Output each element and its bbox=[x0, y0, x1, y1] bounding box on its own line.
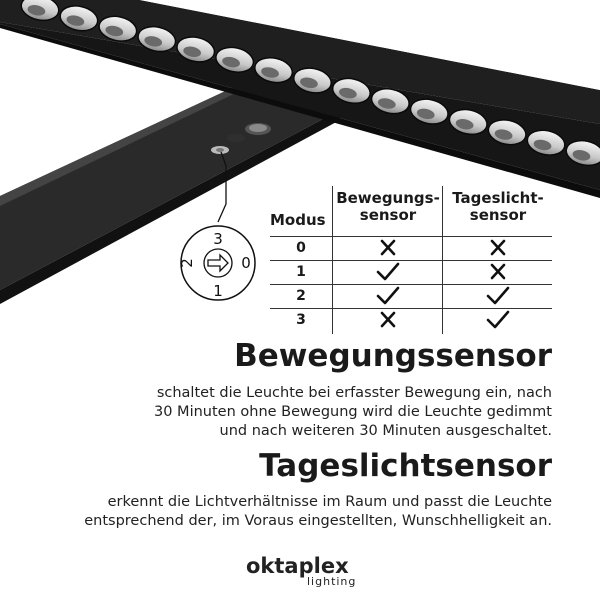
dial-number-2: 2 bbox=[178, 258, 196, 268]
brand-subline: lighting bbox=[307, 575, 357, 588]
brand-logo bbox=[246, 554, 366, 588]
daylight-mark bbox=[444, 260, 552, 284]
daylight-mark bbox=[444, 284, 552, 308]
motion-sensor-description-3: und nach weiteren 30 Minuten ausgeschaltet. bbox=[219, 423, 552, 439]
mode-number: 0 bbox=[296, 240, 306, 256]
mode-number: 1 bbox=[296, 264, 306, 280]
header-daylight-sensor: Tageslicht- sensor bbox=[452, 189, 544, 224]
cross-icon bbox=[382, 241, 394, 254]
daylight-sensor-description-1: erkennt die Lichtverhältnisse im Raum und passt die Leuchte bbox=[107, 494, 552, 510]
mode-number: 3 bbox=[296, 312, 306, 328]
table-row bbox=[270, 236, 552, 260]
header-mode: Modus bbox=[270, 211, 326, 229]
motion-mark bbox=[334, 260, 442, 284]
daylight-mark bbox=[444, 308, 552, 332]
motion-mark bbox=[334, 236, 442, 260]
daylight-sensor-title: Tageslichtsensor bbox=[259, 448, 552, 484]
check-icon bbox=[488, 312, 508, 327]
motion-mark bbox=[334, 284, 442, 308]
dial-number-0: 0 bbox=[241, 254, 251, 272]
check-icon bbox=[378, 288, 398, 303]
mode-number: 2 bbox=[296, 288, 306, 304]
dial-number-1: 1 bbox=[213, 282, 223, 300]
table-row bbox=[270, 308, 552, 332]
dial-number-3: 3 bbox=[213, 230, 223, 248]
mode-dial bbox=[178, 226, 255, 300]
table-row bbox=[270, 284, 552, 308]
brand-name: oktaplex bbox=[246, 554, 349, 578]
cross-icon bbox=[492, 265, 504, 278]
cross-icon bbox=[492, 241, 504, 254]
motion-mark bbox=[334, 308, 442, 332]
motion-sensor-title: Bewegungssensor bbox=[234, 338, 552, 374]
check-icon bbox=[488, 288, 508, 303]
header-motion-sensor: Bewegungs- sensor bbox=[336, 189, 440, 224]
cross-icon bbox=[382, 313, 394, 326]
motion-sensor-description-1: schaltet die Leuchte bei erfasster Bewegung ein, nach bbox=[156, 385, 552, 401]
daylight-mark bbox=[444, 236, 552, 260]
check-icon bbox=[378, 264, 398, 279]
table-row bbox=[270, 260, 552, 284]
daylight-sensor-description-2: entsprechend der, im Voraus eingestellten, Wunschhelligkeit an. bbox=[84, 513, 552, 529]
motion-sensor-description-2: 30 Minuten ohne Bewegung wird die Leuchte gedimmt bbox=[154, 404, 552, 420]
